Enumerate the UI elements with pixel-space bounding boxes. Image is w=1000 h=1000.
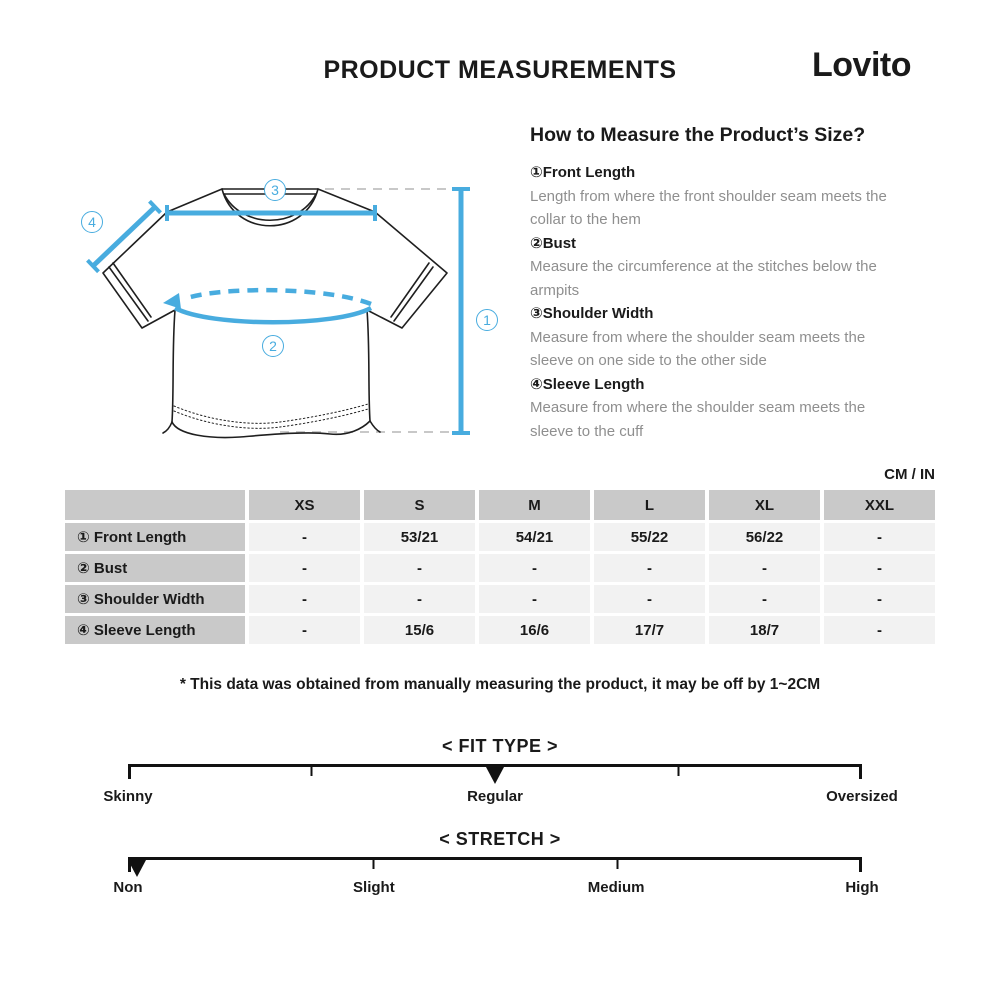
fit-type-scale bbox=[128, 764, 862, 788]
stretch-label-non: Non bbox=[113, 879, 143, 896]
table-cell: - bbox=[824, 523, 935, 551]
tshirt-diagram-drawing bbox=[60, 150, 520, 470]
how-to-item-front-length bbox=[530, 161, 950, 232]
stretch-scale bbox=[128, 857, 862, 881]
table-cell: - bbox=[479, 554, 590, 582]
bust-ellipse-dashed bbox=[184, 290, 371, 304]
table-cell: 53/21 bbox=[364, 523, 475, 551]
table-header-s: S bbox=[364, 490, 475, 520]
table-cell: 17/7 bbox=[594, 616, 705, 644]
stretch-labels bbox=[113, 879, 879, 899]
table-cell: 56/22 bbox=[709, 523, 820, 551]
fit-type-marker bbox=[486, 767, 504, 784]
diagram-annotation-3: 3 bbox=[264, 179, 286, 201]
table-cell: - bbox=[824, 616, 935, 644]
tshirt-outline bbox=[103, 189, 447, 437]
row-label-sleeve-length: ④ Sleeve Length bbox=[65, 616, 245, 644]
stretch-label-high: High bbox=[845, 879, 879, 896]
table-cell: 15/6 bbox=[364, 616, 475, 644]
table-cell: - bbox=[709, 554, 820, 582]
table-cell: - bbox=[594, 554, 705, 582]
fit-type-labels bbox=[103, 788, 898, 808]
how-to-item-heading bbox=[530, 302, 950, 326]
table-cell: - bbox=[249, 554, 360, 582]
table-cell: - bbox=[364, 585, 475, 613]
table-cell: - bbox=[824, 554, 935, 582]
table-header-l: L bbox=[594, 490, 705, 520]
how-to-measure-section bbox=[530, 124, 950, 443]
bust-arrow-head bbox=[163, 293, 181, 309]
stretch-label-medium: Medium bbox=[587, 879, 645, 896]
row-label-front-length: ① Front Length bbox=[65, 523, 245, 551]
how-to-measure-title: How to Measure the Product’s Size? bbox=[530, 124, 866, 146]
measure-label: Front Length bbox=[542, 164, 636, 181]
page-title: PRODUCT MEASUREMENTS bbox=[323, 56, 677, 84]
bust-ellipse-solid bbox=[175, 308, 371, 322]
circled-number: ① bbox=[530, 164, 543, 181]
fit-type-title: < FIT TYPE > bbox=[441, 736, 559, 756]
row-label-bust: ② Bust bbox=[65, 554, 245, 582]
table-cell: 54/21 bbox=[479, 523, 590, 551]
measure-label: Bust bbox=[542, 234, 577, 252]
table-header-xs: XS bbox=[249, 490, 360, 520]
measure-label: Shoulder Width bbox=[542, 305, 654, 322]
table-cell: - bbox=[594, 585, 705, 613]
units-label: CM / IN bbox=[884, 466, 935, 483]
tshirt-measurement-diagram bbox=[60, 150, 520, 470]
how-to-item-heading bbox=[530, 373, 950, 397]
row-label-shoulder-width: ③ Shoulder Width bbox=[65, 585, 245, 613]
measure-description: Measure the circumference at the stitches below the armpits bbox=[530, 258, 877, 299]
table-cell: 18/7 bbox=[709, 616, 820, 644]
brand-logo: Lovito bbox=[812, 46, 911, 84]
how-to-item-heading bbox=[530, 161, 950, 185]
measure-description: Measure from where the shoulder seam meets the sleeve to the cuff bbox=[530, 399, 866, 440]
measure-description: Length from where the front shoulder seam meets the collar to the hem bbox=[530, 187, 887, 228]
table-cell: - bbox=[824, 585, 935, 613]
how-to-item-bust bbox=[530, 232, 950, 303]
fit-label-regular: Regular bbox=[467, 788, 523, 805]
measure-label: Sleeve Length bbox=[542, 375, 645, 393]
stretch-label-slight: Slight bbox=[353, 879, 395, 896]
table-cell: - bbox=[479, 585, 590, 613]
fit-label-skinny: Skinny bbox=[103, 788, 153, 805]
measurement-disclaimer: * This data was obtained from manually measuring the product, it may be off by 1~2CM bbox=[179, 676, 821, 693]
how-to-item-sleeve-length bbox=[530, 373, 950, 444]
table-cell: 55/22 bbox=[594, 523, 705, 551]
how-to-item-heading bbox=[530, 232, 950, 256]
diagram-annotation-1: 1 bbox=[476, 309, 498, 331]
size-table bbox=[65, 490, 935, 644]
table-cell: - bbox=[249, 585, 360, 613]
table-cell: - bbox=[364, 554, 475, 582]
table-cell: - bbox=[249, 523, 360, 551]
table-header-cell bbox=[65, 490, 245, 520]
table-header-xl: XL bbox=[709, 490, 820, 520]
stretch-title: < STRETCH > bbox=[439, 829, 561, 849]
circled-number: ② bbox=[530, 234, 543, 252]
sleeve-length-line bbox=[93, 207, 155, 266]
table-cell: - bbox=[249, 616, 360, 644]
table-cell: - bbox=[709, 585, 820, 613]
measure-description: Measure from where the shoulder seam meets the sleeve on one side to the other side bbox=[530, 328, 866, 369]
table-header-m: M bbox=[479, 490, 590, 520]
how-to-item-shoulder-width bbox=[530, 302, 950, 373]
table-header-xxl: XXL bbox=[824, 490, 935, 520]
diagram-annotation-2: 2 bbox=[262, 335, 284, 357]
fit-label-oversized: Oversized bbox=[826, 788, 898, 805]
circled-number: ④ bbox=[530, 375, 543, 393]
diagram-annotation-4: 4 bbox=[81, 211, 103, 233]
table-cell: 16/6 bbox=[479, 616, 590, 644]
circled-number: ③ bbox=[530, 305, 543, 322]
